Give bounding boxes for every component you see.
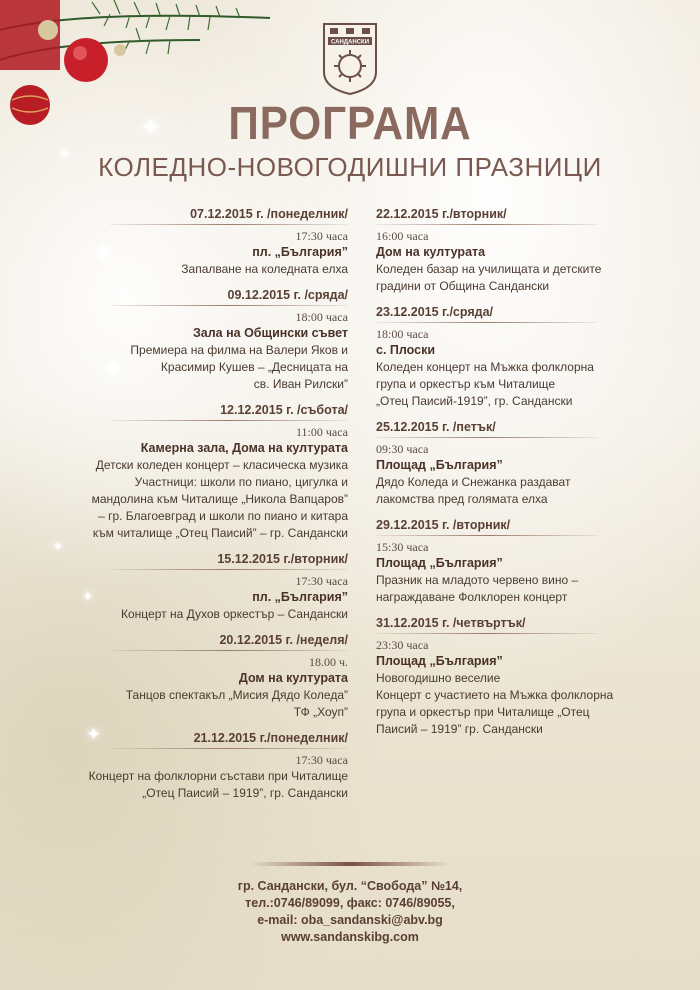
event-venue: Площад „България” — [376, 556, 503, 570]
event-description: – гр. Благоевград и школи по пиано и китара — [98, 509, 348, 523]
svg-text:САНДАНСКИ: САНДАНСКИ — [330, 39, 370, 46]
event-date: 25.12.2015 г. /петък/ — [376, 420, 496, 434]
event-description: Коледен базар на училищата и детските — [376, 262, 602, 276]
divider — [376, 437, 598, 438]
event-item — [376, 304, 628, 410]
footer-website: www.sandanskibg.com — [281, 930, 419, 944]
event-description: градини от Община Сандански — [376, 279, 550, 293]
left-events-column — [70, 206, 348, 811]
event-description: ТФ „Хоуп” — [293, 705, 348, 719]
event-description: Новогодишно веселие — [376, 671, 501, 685]
divider — [110, 569, 348, 570]
event-description: мандолина към Читалище „Никола Вапцаров” — [91, 492, 348, 506]
event-date: 21.12.2015 г./понеделник/ — [193, 731, 348, 745]
footer-contact-info — [0, 878, 700, 946]
divider — [110, 420, 348, 421]
footer-address: гр. Сандански, бул. “Свобода” №14, — [237, 879, 463, 893]
event-description: Концерт на Духов оркестър – Сандански — [121, 607, 348, 621]
divider — [110, 224, 348, 225]
event-time: 18:00 часа — [376, 327, 429, 341]
event-description: св. Иван Рилски” — [253, 377, 348, 391]
event-item — [376, 615, 628, 738]
event-venue: Зала на Общински съвет — [192, 326, 348, 340]
footer-divider — [250, 862, 450, 866]
divider — [110, 305, 348, 306]
event-item — [70, 730, 348, 802]
event-description: Танцов спектакъл „Мисия Дядо Коледа” — [125, 688, 348, 702]
event-description: „Отец Паисий-1919”, гр. Сандански — [376, 394, 573, 408]
event-time: 17:30 часа — [295, 574, 348, 588]
page-subtitle: КОЛЕДНО-НОВОГОДИШНИ ПРАЗНИЦИ — [98, 152, 602, 182]
event-date: 12.12.2015 г. /събота/ — [220, 403, 348, 417]
divider — [376, 224, 598, 225]
event-description: Празник на младото червено вино – — [376, 573, 579, 587]
event-item — [70, 287, 348, 393]
event-description: група и оркестър към Читалище — [376, 377, 556, 391]
event-time: 09:30 часа — [376, 442, 429, 456]
event-date: 09.12.2015 г. /сряда/ — [227, 288, 348, 302]
footer-email: e-mail: oba_sandanski@abv.bg — [257, 913, 443, 927]
event-description: Дядо Коледа и Снежанка раздават — [376, 475, 571, 489]
sparkle-icon: ✦ — [58, 146, 72, 163]
page-title: ПРОГРАМА — [228, 97, 472, 149]
event-description: Паисий – 1919” гр. Сандански — [376, 722, 543, 736]
event-description: Премиера на филма на Валери Яков и — [130, 343, 348, 357]
event-description: Красимир Кушев – „Десницата на — [160, 360, 348, 374]
event-item — [70, 632, 348, 721]
sparkle-icon: ✦ — [52, 538, 64, 554]
event-description: Концерт на фолклорни състави при Читалище — [88, 769, 348, 783]
event-date: 31.12.2015 г. /четвъртък/ — [376, 616, 526, 630]
event-item — [70, 206, 348, 278]
divider — [376, 535, 598, 536]
event-time: 18.00 ч. — [308, 655, 348, 669]
event-item — [376, 419, 628, 508]
sparkle-icon: ✦ — [92, 237, 116, 268]
event-venue: Дом на културата — [238, 671, 348, 685]
event-description: Концерт с участието на Мъжка фолклорна — [376, 688, 614, 702]
divider — [376, 322, 598, 323]
divider — [110, 748, 348, 749]
event-venue: Дом на културата — [376, 245, 486, 259]
event-description: Детски коледен концерт – класическа музика — [95, 458, 348, 472]
event-venue: Площад „България” — [376, 458, 503, 472]
event-time: 16:00 часа — [376, 229, 429, 243]
event-description: награждаване Фолклорен концерт — [376, 590, 568, 604]
event-time: 17:30 часа — [295, 229, 348, 243]
footer-phones: тел.:0746/89099, факс: 0746/89055, — [245, 896, 455, 910]
event-description: Запалване на коледната елха — [181, 262, 348, 276]
event-description: към читалище „Отец Паисий” – гр. Сандански — [92, 526, 348, 540]
event-item — [70, 551, 348, 623]
event-date: 22.12.2015 г./вторник/ — [376, 207, 507, 221]
sandanski-coat-of-arms-icon — [322, 22, 378, 96]
event-description: Коледен концерт на Мъжка фолклорна — [376, 360, 594, 374]
sparkle-icon: ✦ — [86, 724, 102, 744]
event-time: 23:30 часа — [376, 638, 429, 652]
event-venue: пл. „България” — [252, 590, 348, 604]
right-events-column — [376, 206, 628, 747]
event-venue: пл. „България” — [252, 245, 348, 259]
event-date: 15.12.2015 г./вторник/ — [217, 552, 348, 566]
event-date: 29.12.2015 г. /вторник/ — [376, 518, 511, 532]
event-date: 20.12.2015 г. /неделя/ — [219, 633, 348, 647]
event-description: лакомства пред голямата елха — [376, 492, 548, 506]
event-description: Участници: школи по пиано, цигулка и — [134, 475, 348, 489]
divider — [376, 633, 598, 634]
event-time: 17:30 часа — [295, 753, 348, 767]
event-item — [376, 206, 628, 295]
sparkle-icon: ✦ — [140, 112, 162, 142]
event-venue: с. Плоски — [376, 343, 436, 357]
event-item — [70, 402, 348, 542]
event-time: 18:00 часа — [295, 310, 348, 324]
event-description: група и оркестър при Читалище „Отец — [376, 705, 590, 719]
event-date: 07.12.2015 г. /понеделник/ — [190, 207, 348, 221]
sparkle-icon: ✦ — [100, 353, 126, 386]
event-date: 23.12.2015 г./сряда/ — [376, 305, 494, 319]
divider — [110, 650, 348, 651]
sparkle-icon: ✦ — [82, 588, 94, 604]
event-description: „Отец Паисий – 1919”, гр. Сандански — [142, 786, 348, 800]
event-venue: Площад „България” — [376, 654, 503, 668]
event-venue: Камерна зала, Дома на културата — [140, 441, 348, 455]
event-time: 15:30 часа — [376, 540, 429, 554]
event-item — [376, 517, 628, 606]
event-time: 11:00 часа — [295, 425, 348, 439]
